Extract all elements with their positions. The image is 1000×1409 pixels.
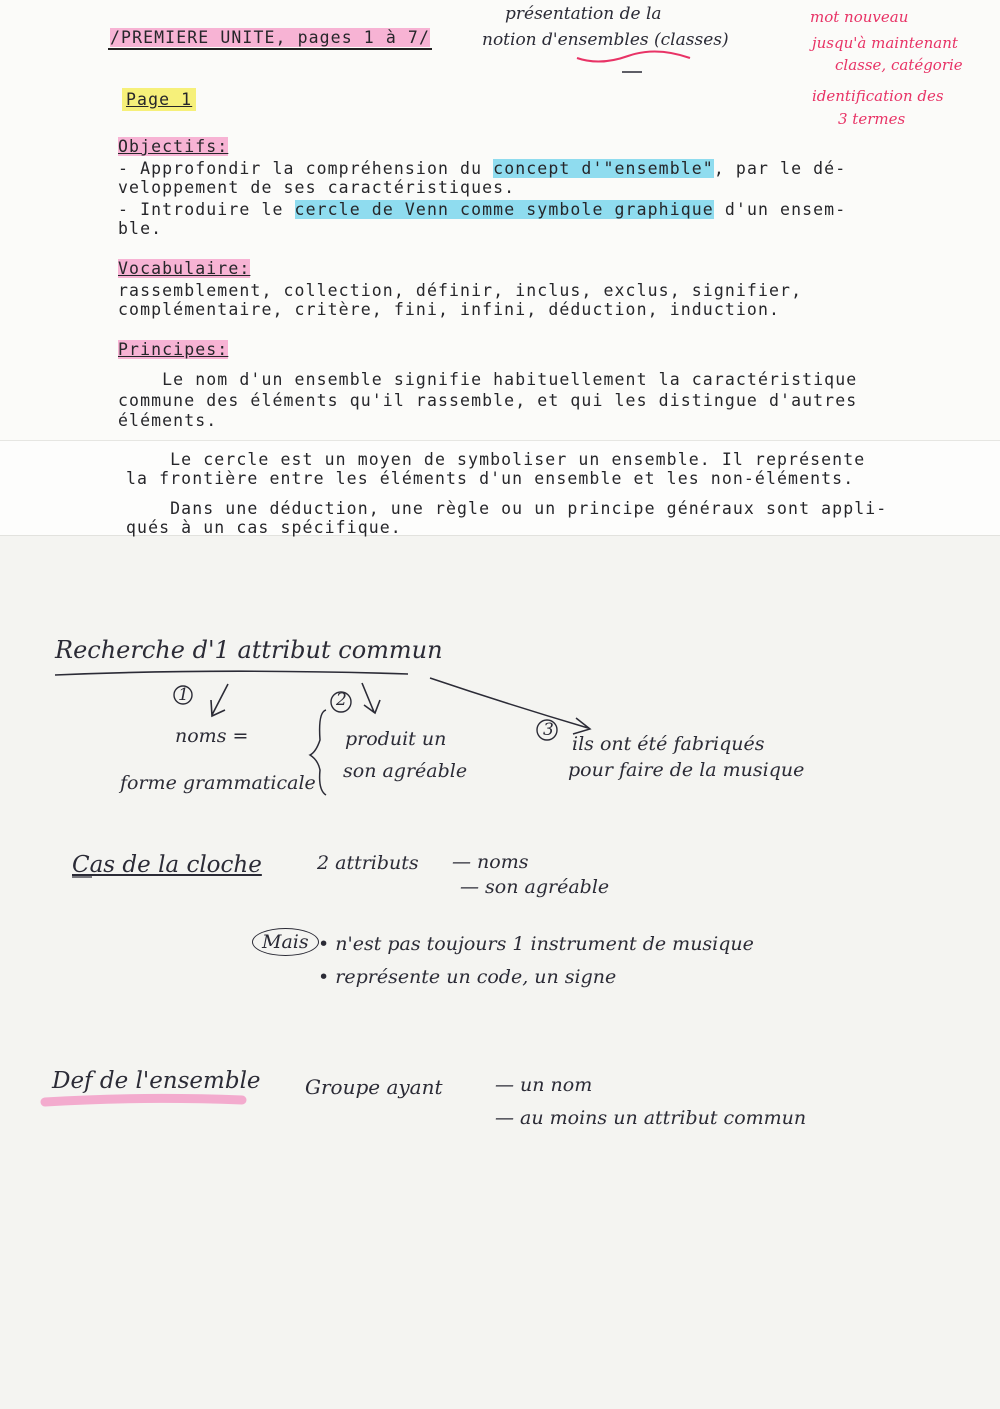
- insert-line: la frontière entre les éléments d'un ensemble et les non-éléments.: [126, 469, 855, 488]
- vocabulaire-line: rassemblement, collection, définir, inclus, exclus, signifier,: [118, 281, 803, 300]
- page-label-text: Page 1: [122, 88, 196, 111]
- principes-line: commune des éléments qu'il rassemble, et qui les distingue d'autres: [118, 391, 858, 410]
- objectifs-text: d'un ensem-: [713, 200, 847, 219]
- def-item: — un nom: [495, 1074, 593, 1096]
- branch-1-line: forme grammaticale: [120, 772, 316, 794]
- branch-2-number: 2: [336, 690, 347, 710]
- vocabulaire-line: complémentaire, critère, fini, infini, déduction, induction.: [118, 300, 781, 319]
- insert-line: qués à un cas spécifique.: [126, 518, 402, 537]
- margin-note-line-1: présentation de la: [505, 4, 662, 24]
- principes-line: Le nom d'un ensemble signifie habituellement la caractéristique: [118, 370, 858, 389]
- branch-3-line: ils ont été fabriqués: [572, 733, 765, 755]
- branch-1-number: 1: [178, 685, 189, 705]
- margin-note-line-2: notion d'ensembles (classes): [482, 30, 729, 50]
- objectifs-line: [118, 219, 162, 239]
- unit-title: [108, 28, 432, 50]
- red-note-5: 3 termes: [838, 110, 906, 128]
- def-item: — au moins un attribut commun: [495, 1107, 807, 1129]
- objectifs-text: - Introduire le: [118, 200, 295, 219]
- objectifs-heading-text: Objectifs:: [118, 137, 229, 156]
- objectifs-text: veloppement de ses caractéristiques.: [118, 178, 516, 197]
- red-note-3: classe, catégorie: [835, 56, 963, 74]
- def-title: Def de l'ensemble: [52, 1068, 261, 1094]
- vocabulaire-heading-text: Vocabulaire:: [118, 259, 251, 278]
- principes-heading: [118, 340, 228, 360]
- cloche-item: — son agréable: [460, 876, 610, 898]
- insert-line: Dans une déduction, une règle ou un principe généraux sont appli-: [126, 499, 888, 518]
- branch-3-number: 3: [543, 720, 554, 740]
- recherche-title: Recherche d'1 attribut commun: [55, 636, 443, 664]
- objectifs-text: , par le dé-: [713, 159, 847, 178]
- branch-3-line: pour faire de la musique: [568, 759, 805, 781]
- cloche-item: — noms: [452, 851, 529, 873]
- mais-item: • représente un code, un signe: [318, 966, 617, 988]
- mais-item: • n'est pas toujours 1 instrument de musique: [318, 933, 754, 955]
- principes-heading-text: Principes:: [118, 340, 229, 359]
- red-note-2: jusqu'à maintenant: [812, 34, 958, 52]
- mais-circled: Mais: [252, 928, 319, 956]
- objectifs-heading: [118, 137, 228, 157]
- objectifs-highlight: concept d'"ensemble": [493, 159, 714, 178]
- vocabulaire-heading: [118, 259, 250, 279]
- red-note-4: identification des: [812, 87, 944, 105]
- objectifs-line: [118, 159, 846, 179]
- principes-line: éléments.: [118, 411, 218, 430]
- page-label: [118, 88, 200, 112]
- branch-2-line: son agréable: [343, 760, 468, 782]
- objectifs-line: [118, 200, 846, 220]
- cloche-title: Cas de la cloche: [72, 852, 262, 878]
- def-text: Groupe ayant: [305, 1075, 443, 1099]
- objectifs-text: - Approfondir la compréhension du: [118, 159, 494, 178]
- unit-title-text: /PREMIERE UNITE, pages 1 à 7/: [110, 28, 430, 47]
- objectifs-highlight: cercle de Venn comme symbole graphique: [294, 200, 714, 219]
- objectifs-line: [118, 178, 515, 198]
- cloche-attributes: 2 attributs: [317, 852, 419, 874]
- branch-2-line: produit un: [345, 728, 447, 750]
- insert-line: Le cercle est un moyen de symboliser un ensemble. Il représente: [126, 450, 866, 469]
- objectifs-text: ble.: [118, 219, 163, 238]
- red-note-1: mot nouveau: [810, 8, 909, 26]
- branch-1-line: noms =: [175, 725, 249, 747]
